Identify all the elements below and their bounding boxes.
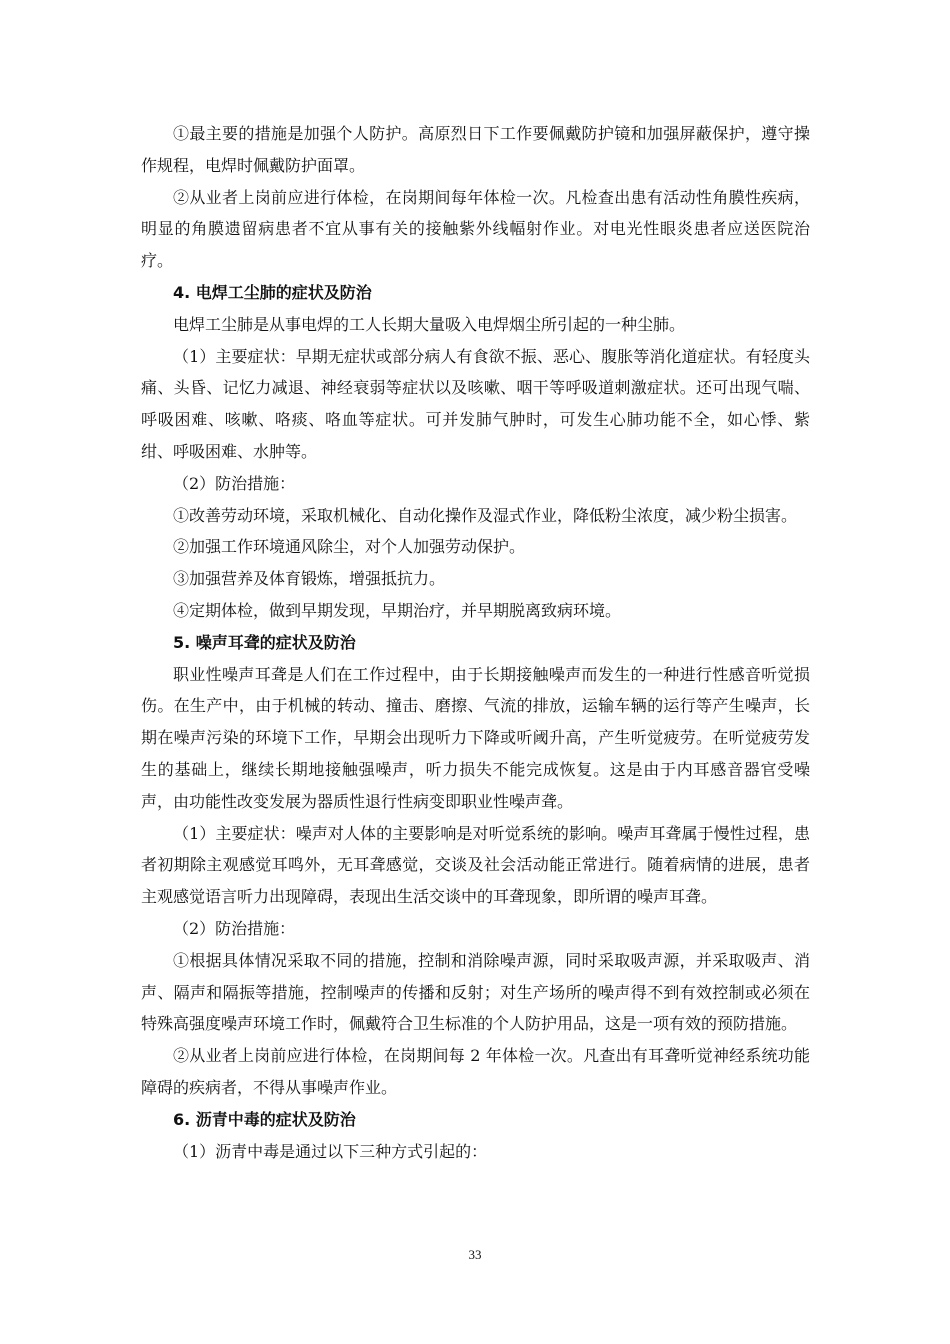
paragraph-welder-prevention-title: （2）防治措施： xyxy=(173,473,296,493)
paragraph-noise-prevention-1: ①根据具体情况采取不同的措施，控制和消除噪声源，同时采取吸声源，并采取吸声、消声、隔声和隔振等措施，控制噪声的传播和反射；对生产场所的噪声得不到有效控制或必须在特殊高强度噪声环境工作时，佩戴符合卫生标准的个人防护用品，这是一项有效的预防措施。 xyxy=(141,950,810,1034)
page-number: 33 xyxy=(468,1247,482,1262)
paragraph-welder-prevention-3: ③加强营养及体育锻炼，增强抵抗力。 xyxy=(173,569,446,589)
paragraph-uv-measure-1: ①最主要的措施是加强个人防护。高原烈日下工作要佩戴防护镜和加强屏蔽保护，遵守操作规程，电焊时佩戴防护面罩。 xyxy=(141,124,810,175)
paragraph-asphalt-causes: （1）沥青中毒是通过以下三种方式引起的： xyxy=(173,1141,488,1161)
paragraph-welder-prevention-2: ②加强工作环境通风除尘，对个人加强劳动保护。 xyxy=(173,537,526,557)
section-heading-asphalt-poisoning: 6. 沥青中毒的症状及防治 xyxy=(173,1109,356,1129)
section-heading-noise-deafness: 5. 噪声耳聋的症状及防治 xyxy=(173,632,356,652)
paragraph-noise-prevention-2: ②从业者上岗前应进行体检，在岗期间每 2 年体检一次。凡查出有耳聋听觉神经系统功能障碍的疾病者，不得从事噪声作业。 xyxy=(141,1046,810,1097)
paragraph-welder-prevention-4: ④定期体检，做到早期发现，早期治疗，并早期脱离致病环境。 xyxy=(173,600,622,620)
paragraph-welder-prevention-1: ①改善劳动环境，采取机械化、自动化操作及湿式作业，降低粉尘浓度，减少粉尘损害。 xyxy=(173,505,798,525)
paragraph-noise-symptoms: （1）主要症状：噪声对人体的主要影响是对听觉系统的影响。噪声耳聋属于慢性过程，患者初期除主观感觉耳鸣外，无耳聋感觉，交谈及社会活动能正常进行。随着病情的进展，患者主观感觉语言听力出现障碍，表现出生活交谈中的耳聋现象，即所谓的噪声耳聋。 xyxy=(141,823,810,907)
paragraph-welder-symptoms: （1）主要症状：早期无症状或部分病人有食欲不振、恶心、腹胀等消化道症状。有轻度头痛、头昏、记忆力减退、神经衰弱等症状以及咳嗽、咽干等呼吸道刺激症状。还可出现气喘、呼吸困难、咳嗽、咯痰、咯血等症状。可并发肺气肿时，可发生心肺功能不全，如心悸、紫绀、呼吸困难、水肿等。 xyxy=(141,346,810,461)
paragraph-welder-pneumoconiosis-intro: 电焊工尘肺是从事电焊的工人长期大量吸入电焊烟尘所引起的一种尘肺。 xyxy=(173,314,686,334)
page-content xyxy=(141,118,810,1167)
paragraph-noise-prevention-title: （2）防治措施： xyxy=(173,918,296,938)
paragraph-noise-deafness-intro: 职业性噪声耳聋是人们在工作过程中，由于长期接触噪声而发生的一种进行性感音听觉损伤。在生产中，由于机械的转动、撞击、磨擦、气流的排放，运输车辆的运行等产生噪声，长期在噪声污染的环境下工作，早期会出现听力下降或听阈升高，产生听觉疲劳。在听觉疲劳发生的基础上，继续长期地接触强噪声，听力损失不能完成恢复。这是由于内耳感音器官受噪声，由功能性改变发展为器质性退行性病变即职业性噪声聋。 xyxy=(141,664,810,811)
paragraph-uv-measure-2: ②从业者上岗前应进行体检，在岗期间每年体检一次。凡检查出患有活动性角膜性疾病，明显的角膜遗留病患者不宜从事有关的接触紫外线幅射作业。对电光性眼炎患者应送医院治疗。 xyxy=(141,187,810,271)
section-heading-welder-pneumoconiosis: 4. 电焊工尘肺的症状及防治 xyxy=(173,282,372,302)
